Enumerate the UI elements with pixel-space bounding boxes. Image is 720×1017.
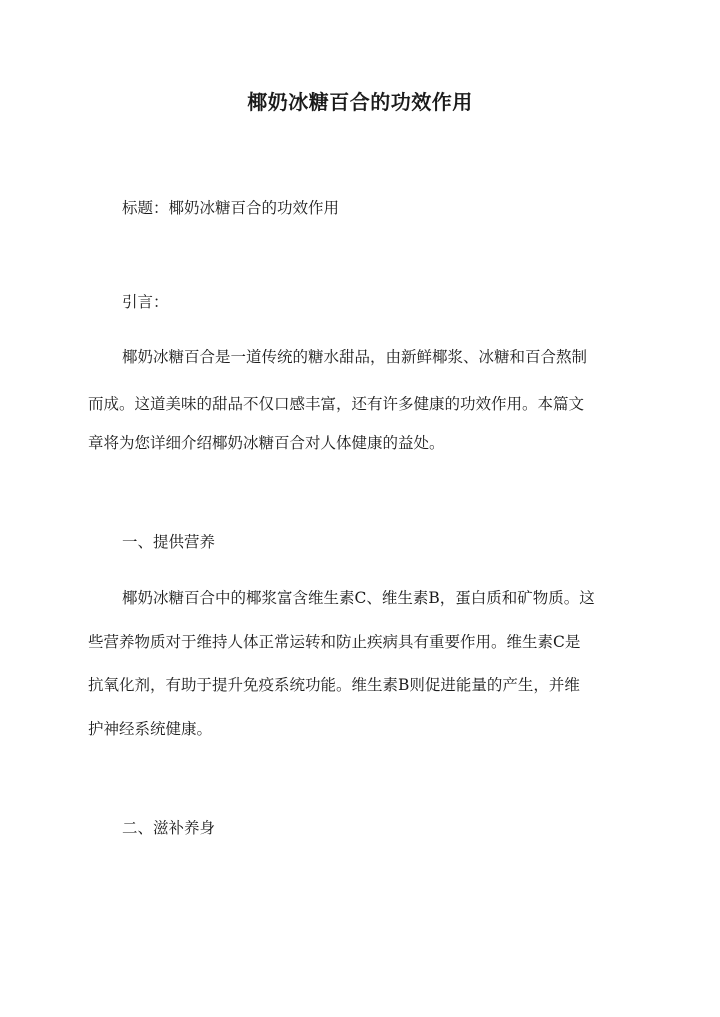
- intro-paragraph-line: 而成。这道美味的甜品不仅口感丰富，还有许多健康的功效作用。本篇文: [88, 395, 585, 413]
- section-paragraph-line: 椰奶冰糖百合中的椰浆富含维生素C、维生素B，蛋白质和矿物质。这: [122, 589, 595, 607]
- section-heading-nourish: 二、滋补养身: [122, 819, 216, 837]
- section-paragraph-line: 护神经系统健康。: [88, 720, 213, 738]
- section-paragraph-line: 抗氧化剂，有助于提升免疫系统功能。维生素B则促进能量的产生，并维: [88, 676, 580, 694]
- section-paragraph-line: 些营养物质对于维持人体正常运转和防止疾病具有重要作用。维生素C是: [88, 633, 581, 651]
- heading-label: 标题：椰奶冰糖百合的功效作用: [122, 199, 340, 217]
- intro-label: 引言：: [122, 293, 169, 311]
- section-heading-nutrition: 一、提供营养: [122, 533, 216, 551]
- intro-paragraph-line: 章将为您详细介绍椰奶冰糖百合对人体健康的益处。: [88, 434, 445, 452]
- document-title: 椰奶冰糖百合的功效作用: [247, 90, 473, 114]
- intro-paragraph-line: 椰奶冰糖百合是一道传统的糖水甜品，由新鲜椰浆、冰糖和百合熬制: [122, 348, 588, 366]
